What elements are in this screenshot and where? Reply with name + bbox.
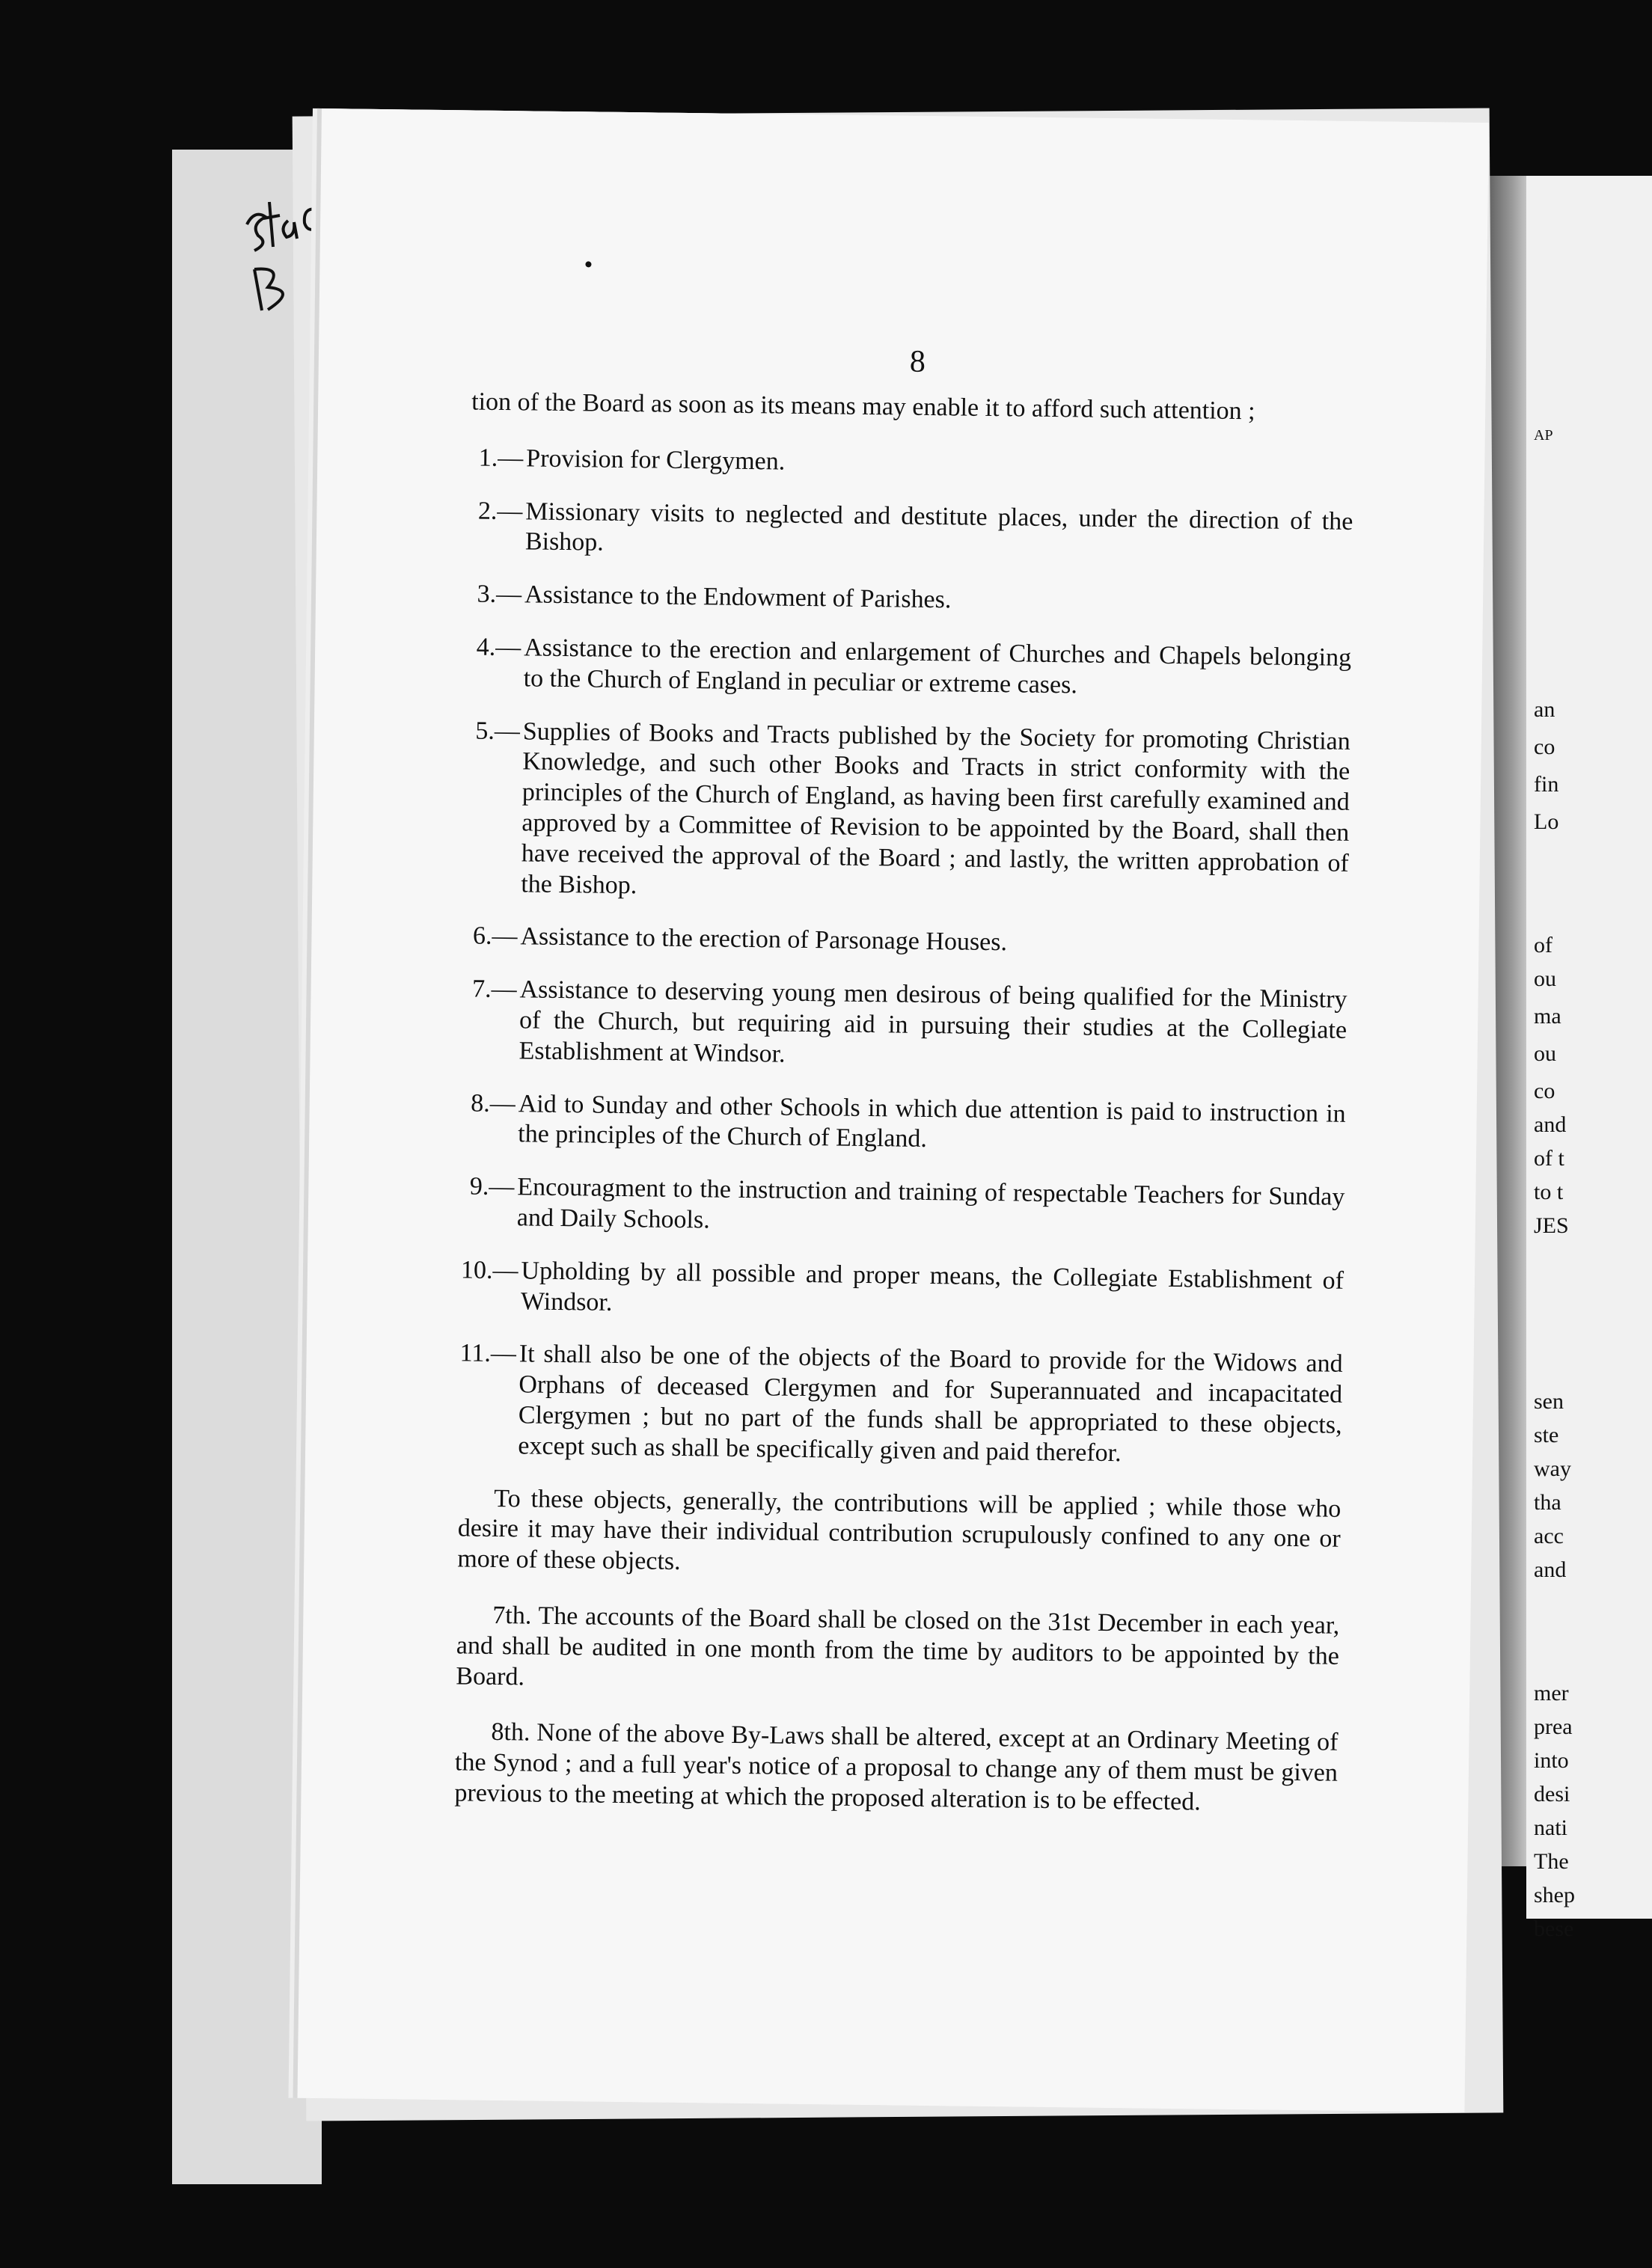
list-item-text: Encouragment to the instruction and training of respectable Teachers for Sunday and Daily Schools. bbox=[516, 1173, 1345, 1234]
adjacent-page-fragment: and bbox=[1534, 1557, 1567, 1582]
page-number: 8 bbox=[909, 344, 926, 379]
list-item bbox=[468, 632, 1351, 704]
list-item-number: 9.— bbox=[469, 1172, 515, 1201]
list-item bbox=[469, 580, 1352, 621]
list-item-text: Upholding by all possible and proper means, the Collegiate Establishment of Windsor. bbox=[520, 1257, 1344, 1317]
list-item-number: 5.— bbox=[475, 717, 521, 745]
list-item bbox=[465, 716, 1350, 910]
adjacent-page-fragment: bese bbox=[1534, 1916, 1574, 1941]
list-item-number: 2.— bbox=[477, 497, 523, 525]
adjacent-page-fragment: ste bbox=[1534, 1423, 1559, 1447]
list-item-text: Assistance to deserving young men desirous of being qualified for the Ministry of the Church, but requiring aid in pursuing their studies at the Collegiate Establishment at Windsor. bbox=[518, 975, 1347, 1068]
paragraph: 7th. The accounts of the Board shall be closed on the 31st December in each year, and shall be audited in one month from the time by auditors to be appointed by the Board. bbox=[456, 1601, 1340, 1691]
list-item-number: 4.— bbox=[476, 633, 521, 662]
list-item-text: Missionary visits to neglected and destitute places, under the direction of the Bishop. bbox=[524, 497, 1353, 557]
list-item-text: It shall also be one of the objects of the Board to provide for the Widows and Orphans of deceased Clergymen and for Superannuated and incapacitated Clergymen ; but no part of the funds shall be appropriated to these objects, except such as shall be specifically given and paid therefor. bbox=[518, 1340, 1343, 1467]
list-item-number: 11.— bbox=[459, 1339, 517, 1368]
list-item bbox=[465, 922, 1347, 963]
list-item-text: Supplies of Books and Tracts published by the Society for promoting Christian Knowledge, and such other Books and Tracts in strict conformity with the principles of the Church of England, as having been first carefully examined and approved by a Committee of Revision to be appointed by the Board, shall then have received the approval of the Board ; and lastly, the written approbation of the Bishop. bbox=[521, 717, 1350, 899]
paragraph: To these objects, generally, the contributions will be applied ; while those who desire it may have their individual contribution scrupulously confined to any one or more of these objects. bbox=[457, 1484, 1342, 1576]
adjacent-page-fragment: tha bbox=[1534, 1490, 1561, 1515]
intro-text: tion of the Board as soon as its means may enable it to afford such attention ; bbox=[471, 387, 1255, 426]
adjacent-page-fragment: JES bbox=[1534, 1213, 1569, 1238]
adjacent-page-fragment: fin bbox=[1534, 772, 1559, 797]
list-item bbox=[470, 496, 1353, 568]
page-content bbox=[454, 387, 1355, 1845]
adjacent-page-fragment: nati bbox=[1534, 1815, 1567, 1840]
list-item-text: Aid to Sunday and other Schools in which due attention is paid to instruction in the principles of the Church of England. bbox=[518, 1089, 1346, 1153]
list-item bbox=[462, 1088, 1346, 1160]
adjacent-page-fragment: of t bbox=[1534, 1146, 1564, 1171]
adjacent-page-fragment: into bbox=[1534, 1748, 1569, 1773]
adjacent-page-fragment: prea bbox=[1534, 1714, 1573, 1739]
list-item-number: 7.— bbox=[471, 975, 517, 1004]
adjacent-page-fragment: ou bbox=[1534, 1041, 1556, 1066]
list-item bbox=[462, 1172, 1345, 1244]
list-item-number: 6.— bbox=[472, 922, 518, 951]
adjacent-page-fragment: sen bbox=[1534, 1389, 1564, 1414]
paragraph: 8th. None of the above By-Laws shall be altered, except at an Ordinary Meeting of the Synod ; and a full year's notice of a proposal to change any of them must be given previous to the meeting at which the proposed alteration is to be effected. bbox=[454, 1718, 1339, 1816]
list-item-text: Assistance to the Endowment of Parishes. bbox=[524, 580, 952, 614]
adjacent-page-fragment: ma bbox=[1534, 1004, 1561, 1029]
objects-list bbox=[459, 443, 1354, 1471]
by-laws-paragraphs bbox=[454, 1483, 1341, 1820]
list-item-number: 8.— bbox=[471, 1089, 516, 1118]
adjacent-page-fragment: co bbox=[1534, 1079, 1555, 1103]
list-item-text: Provision for Clergymen. bbox=[526, 444, 786, 476]
ink-speck bbox=[585, 261, 591, 267]
adjacent-page-fragment: acc bbox=[1534, 1524, 1564, 1548]
book-page bbox=[298, 108, 1489, 2112]
list-item-text: Assistance to the erection and enlargement of Churches and Chapels belonging to the Church of England in peculiar or extreme cases. bbox=[523, 634, 1352, 699]
list-item bbox=[471, 443, 1353, 484]
list-item bbox=[463, 975, 1347, 1077]
adjacent-page-fragment: an bbox=[1534, 697, 1555, 722]
adjacent-page-fragment: to t bbox=[1534, 1180, 1564, 1204]
list-item-number: 3.— bbox=[477, 580, 522, 609]
adjacent-page-fragment: mer bbox=[1534, 1681, 1569, 1705]
adjacent-page-fragment: co bbox=[1534, 735, 1555, 759]
adjacent-page-fragment: Lo bbox=[1534, 809, 1559, 834]
list-item-text: Assistance to the erection of Parsonage Houses. bbox=[520, 922, 1008, 957]
adjacent-page-fragment: AP bbox=[1534, 427, 1553, 444]
list-item-number: 1.— bbox=[478, 444, 524, 473]
adjacent-page-fragment: shep bbox=[1534, 1883, 1575, 1907]
adjacent-page-fragment: desi bbox=[1534, 1782, 1570, 1806]
adjacent-page-fragment: and bbox=[1534, 1112, 1567, 1137]
list-item bbox=[460, 1255, 1344, 1327]
adjacent-page-fragment: ou bbox=[1534, 966, 1556, 991]
adjacent-page-fragment: way bbox=[1534, 1456, 1571, 1481]
list-item-number: 10.— bbox=[460, 1256, 518, 1285]
adjacent-page-fragment: of bbox=[1534, 933, 1552, 957]
adjacent-page bbox=[1526, 176, 1652, 1941]
list-item bbox=[459, 1339, 1343, 1472]
adjacent-page-fragment: The bbox=[1534, 1849, 1569, 1874]
